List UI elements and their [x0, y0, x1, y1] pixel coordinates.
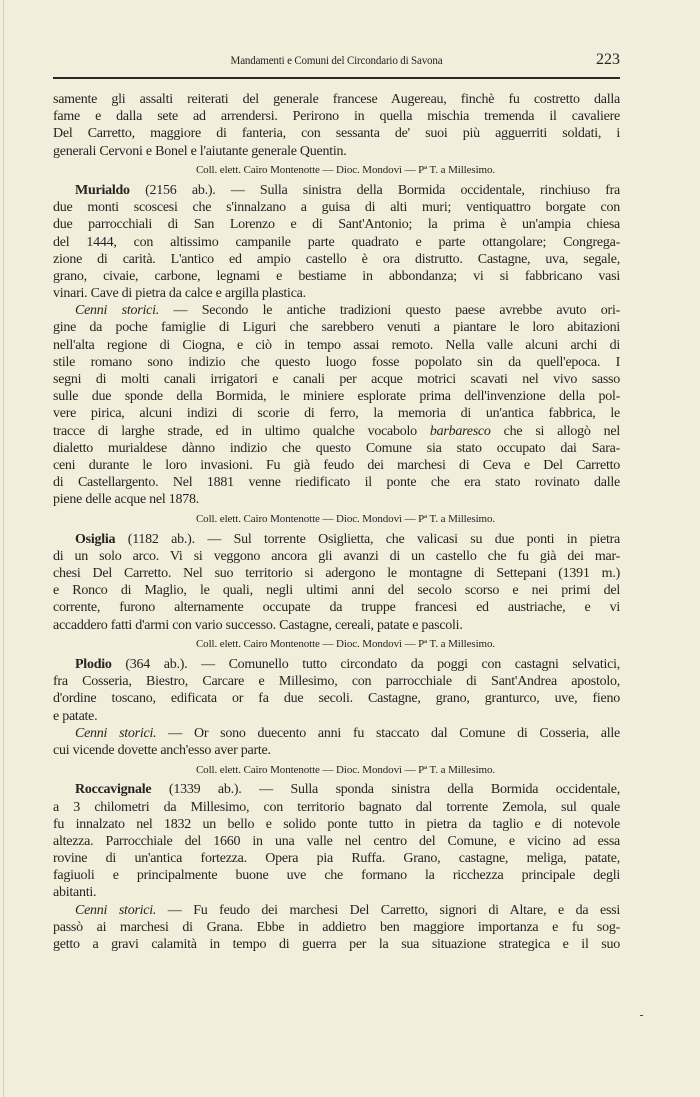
text-line [53, 182, 620, 199]
page-number: 223 [596, 51, 620, 68]
text-line: chesi Del Carretto. Nel suo territorio si adergono le montagne di Settepani (1391 m.) [53, 566, 620, 582]
entry-heading: Osiglia [75, 531, 116, 547]
text-line: fagiuoli e principalmente buone uve che formano la ricchezza principale degli [53, 868, 620, 884]
text-line: e Ronco di Maglio, le quali, negli ultimi anni del secolo scorso e nei primi del [53, 583, 620, 599]
text-line [53, 781, 620, 798]
text-line: generali Cervoni e Bonel e l'aiutante generale Quentin. [53, 143, 347, 159]
text-span: (1339 ab.). — Sulla sponda sinistra della Bormida occidentale, [151, 782, 620, 798]
text-line: due monti scoscesi che s'innalzano a guisa di alti muri; ventiquattro borgate con [53, 200, 620, 216]
text-line: fu innalzato nel 1832 un bello e solido ponte tutto in pietra da taglio e di notevole [53, 816, 620, 832]
italic-text: Cenni storici. [75, 303, 159, 319]
text-span: tracce di larghe strade, ed in ultimo qualche vocabolo [53, 423, 430, 439]
electoral-info-line: Coll. elett. Cairo Montenotte — Dioc. Mondovì — Pª T. a Millesimo. [195, 763, 496, 776]
electoral-info-line: Coll. elett. Cairo Montenotte — Dioc. Mondovì — Pª T. a Millesimo. [195, 638, 496, 651]
running-title: Mandamenti e Comuni del Circondario di Savona [230, 53, 443, 67]
text-line [53, 423, 620, 440]
text-line: fra Cosseria, Biestro, Carcare e Millesimo, con parrocchiale di Sant'Andrea apostolo, [53, 674, 620, 690]
text-line: corrente, furono alternamente occupate da truppe francesi ed austriache, e vi [53, 600, 620, 616]
text-line: vere pirica, alcuni indizi di scorie di ferro, la memoria di un'antica fabbrica, le [53, 406, 620, 422]
text-line: passò ai marchesi di Grana. Ebbe in addietro ben maggiore importanza e fu sog- [53, 919, 620, 935]
text-line: di Castellargento. Nel 1881 venne riedificato il ponte che era stato rovinato dalle [53, 475, 620, 491]
text-line: dialetto murialdese dànno indizio che questo Comune sia stato occupato dai Sara- [53, 440, 620, 456]
text-span: (2156 ab.). — Sulla sinistra della Bormida occidentale, rinchiuso fra [129, 182, 620, 198]
text-line: di un solo arco. Vi si veggono ancora gli avanzi di un castello che fu già dei mar- [53, 548, 620, 564]
paragraph [53, 902, 620, 954]
entry-heading: Plodio [75, 657, 112, 672]
header-rule [53, 77, 620, 79]
text-line: cui vicende dovette anch'esso aver parte. [53, 742, 271, 758]
text-span: — Secondo le antiche tradizioni questo paese avrebbe avuto ori- [158, 303, 620, 319]
paragraph [53, 781, 620, 901]
text-line: zione di carità. L'antico ed ampio castello è ora distrutto. Castagne, uva, segale, [53, 251, 620, 267]
paragraph [53, 302, 620, 508]
italic-text: barbaresco [429, 423, 491, 439]
text-line: due parrocchiali di San Lorenzo e di Sant'Antonio; la prima è un'ampia chiesa [53, 217, 620, 233]
italic-text: Cenni storici. [75, 725, 157, 741]
text-line: sulle due sponde della Bormida, le miniere esplorate prima dell'invenzione della pol- [53, 389, 620, 405]
text-line: stile romano sono indizio che questo luogo fosse popolato sin da quell'epoca. I [53, 354, 620, 370]
text-span: — Fu feudo dei marchesi Del Carretto, signori di Altare, e da essi [156, 902, 620, 918]
paragraph [53, 656, 620, 725]
text-line [53, 302, 620, 319]
text-line: d'ordine toscano, edificata or fa due secoli. Castagne, grano, granturco, uve, fieno [53, 691, 620, 707]
text-line: altezza. Parrocchiale del 1660 in una valle nel centro del Comune, e vicino ad essa [53, 833, 620, 849]
text-line: Del Carretto, maggiore di fanteria, con sessanta de' suoi più agguerriti soldati, i [53, 126, 620, 142]
running-header [53, 51, 620, 71]
text-line: nell'alta regione di Ciogna, e ciò in tempo assai remoto. Nella valle alcuni archi di [53, 337, 620, 353]
stray-mark [640, 1015, 643, 1016]
electoral-info-line: Coll. elett. Cairo Montenotte — Dioc. Mondovì — Pª T. a Millesimo. [195, 164, 496, 177]
paragraph [53, 182, 620, 302]
page-edge [3, 0, 4, 1097]
text-line: fame e dalla sete ad arrendersi. Perirono in quella mischia tremenda il cavaliere [53, 109, 620, 125]
electoral-info-line: Coll. elett. Cairo Montenotte — Dioc. Mondovì — Pª T. a Millesimo. [195, 513, 496, 525]
text-line: gine da poche famiglie di Liguri che sarebbero venuti a piantare le loro abitazioni [53, 320, 620, 336]
text-span: — Or sono duecento anni fu staccato dal Comune di Cosseria, alle [156, 725, 620, 741]
entry-heading: Roccavignale [75, 782, 152, 798]
paragraph [53, 91, 620, 160]
text-line: getto a gravi calamità in tempo di guerra per la sua situazione strategica e il suo [53, 937, 620, 952]
text-line: a 3 chilometri da Millesimo, con territorio bagnato dal torrente Zemola, sul quale [53, 799, 620, 815]
text-line [53, 902, 620, 919]
text-span: (364 ab.). — Comunello tutto circondato da poggi con castagni selvatici, [111, 657, 620, 672]
text-line [53, 531, 620, 548]
text-line: accaddero fatti d'armi con vario successo. Castagne, cereali, patate e pascoli. [53, 617, 463, 633]
text-line [53, 725, 620, 742]
text-line: vinari. Cave di pietra da calce e argilla plastica. [53, 286, 306, 302]
page-body [53, 91, 620, 953]
italic-text: Cenni storici. [75, 902, 157, 918]
text-line: samente gli assalti reiterati del generale francese Augereau, finchè fu costretto dalla [53, 92, 620, 107]
text-line: abitanti. [53, 885, 97, 901]
text-line: e patate. [53, 708, 98, 724]
text-line: rovine di un'antica fortezza. Opera pia Ruffa. Grano, castagne, meliga, patate, [53, 851, 620, 867]
text-line: grano, civaie, carbone, legnami e bestiame in abbondanza; vi si fabbricano vasi [53, 268, 620, 284]
entry-heading: Murialdo [75, 182, 130, 198]
text-line: ceni durante le loro invasioni. Fu già feudo dei marchesi di Ceva e Del Carretto [53, 457, 620, 473]
paragraph [53, 725, 620, 759]
text-line: segni di molti canali irrigatori e canali per acque motrici scavati nel vivo sasso [53, 372, 620, 387]
text-line [53, 656, 620, 673]
paragraph [53, 531, 620, 634]
text-line: piene delle acque nel 1878. [53, 492, 200, 508]
text-line: del 1444, con altissimo campanile parte quadrato e parte ottangolare; Congrega- [53, 234, 620, 250]
text-span: (1182 ab.). — Sul torrente Osiglietta, che valicasi su due ponti in pietra [115, 531, 620, 547]
text-span: che si allogò nel [490, 423, 620, 439]
